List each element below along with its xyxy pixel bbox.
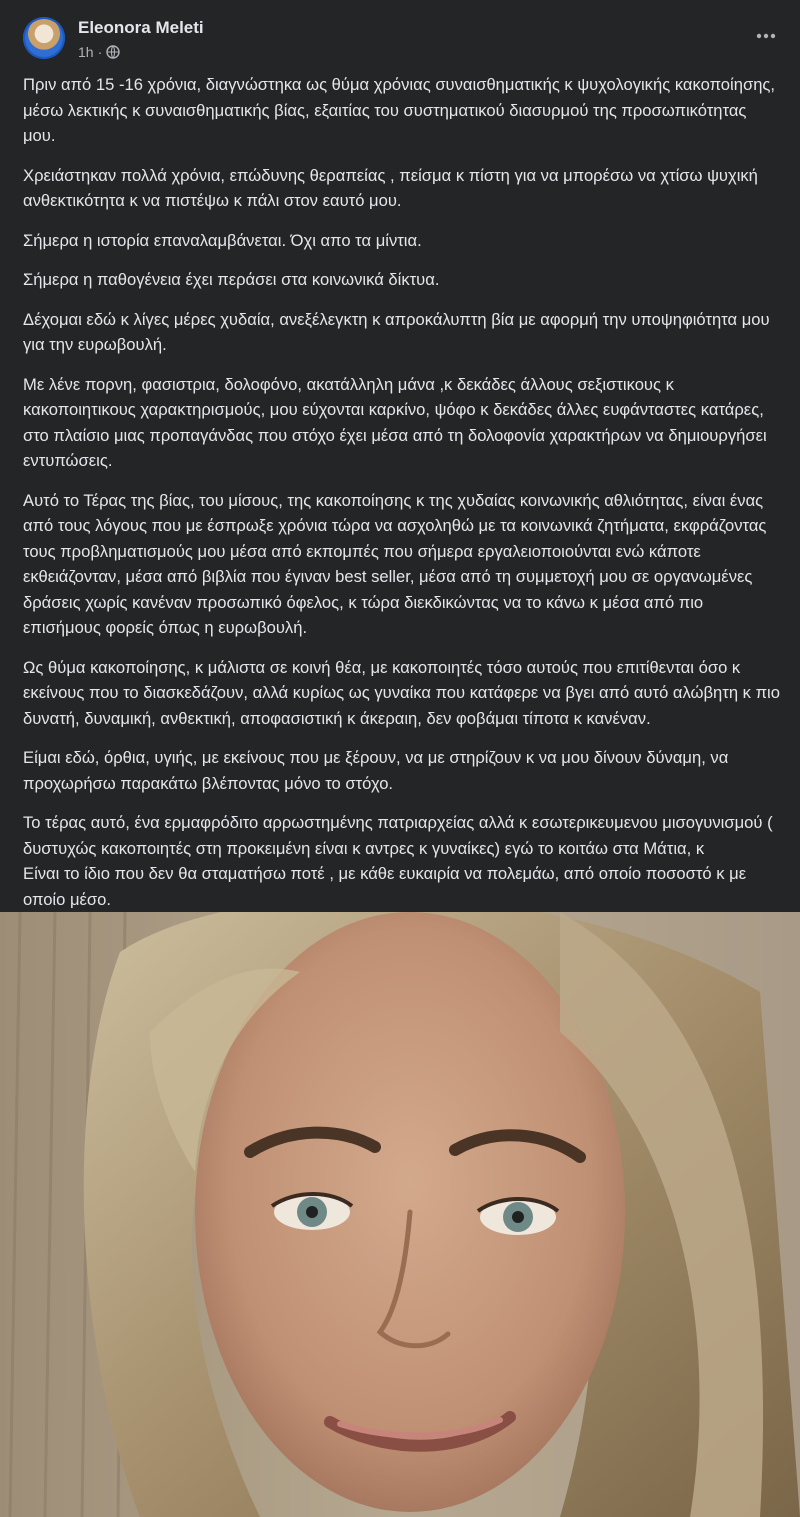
post-header — [0, 0, 800, 72]
more-options-icon[interactable] — [754, 24, 778, 48]
paragraph-10: Το τέρας αυτό, ένα ερμαφρόδιτο αρρωστημένης πατριαρχείας αλλά κ εσωτερικευμενου μισογυνισμού ( δυστυχώς κακοποιητές στη προκειμένη είναι κ αντρες κ γυναίκες) εγώ το κοιτάω στα Μάτια, κ Είναι το ίδιο που δεν θα σταματήσω ποτέ , με κάθε ευκαιρία να πολεμάω, από οποίο ποσοστό κ με οποίο μέσο. — [23, 813, 773, 909]
paragraph-2: Χρειάστηκαν πολλά χρόνια, επώδυνης θεραπείας , πείσμα κ πίστη για να μπορέσω να χτίσω ψυχική ανθεκτικότητα κ να πιστέψω κ πάλι στον εαυτό μου. — [23, 165, 758, 210]
paragraph-7: Αυτό το Τέρας της βίας, του μίσους, της κακοποίησης κ της χυδαίας κοινωνικής αθλιότητας, είναι ένας από τους λόγους που με έσπρωξε χρόνια τώρα να ασχοληθώ με τα κοινωνικά ζητήματα, εκφράζοντας τους προβληματισμούς μου μέσα από εκπομπές που σήμερα εργαλειοποιούνται ενώ κάποτε εκθειάζονταν, μέσα από βιβλία που έγιναν best seller, μέσα από τη συμμετοχή μου σε οργανωμένες δράσεις χωρίς κανέναν προσωπικό όφελος, κ τώρα διεκδικώντας να το κάνω κ μέσα από πιο επισήμους φορείς όπως η ευρωβουλή. — [23, 490, 767, 637]
post-photo[interactable] — [0, 912, 800, 1517]
paragraph-4: Σήμερα η παθογένεια έχει περάσει στα κοινωνικά δίκτυα. — [23, 270, 440, 289]
post-meta — [78, 44, 120, 60]
author-name[interactable]: Eleonora Meleti — [78, 18, 204, 37]
post-text — [23, 72, 783, 966]
selfie-image — [0, 912, 800, 1517]
paragraph-6: Με λένε πορνη, φασιστρια, δολοφόνο, ακατάλληλη μάνα ,κ δεκάδες άλλους σεξιστικους κ κακοποιητικους χαρακτηρισμούς, μου εύχονται καρκίνο, ψόφο κ δεκάδες άλλες ευφάνταστες κατάρες, στο πλαίσιο μιας προπαγάνδας που στόχο έχει μέσα από τη δολοφονία χαρακτήρων να δημιουργήσει εντυπώσεις. — [23, 374, 767, 470]
paragraph-3: Σήμερα η ιστορία επαναλαμβάνεται. Όχι απο τα μίντια. — [23, 230, 422, 250]
profile-avatar[interactable] — [23, 17, 65, 59]
paragraph-5: Δέχομαι εδώ κ λίγες μέρες χυδαία, ανεξέλεγκτη κ απροκάλυπτη βία με αφορμή την υποψηφιότητα μου για την ευρωβουλή. — [23, 309, 770, 354]
globe-icon[interactable] — [106, 45, 120, 59]
paragraph-8: Ως θύμα κακοποίησης, κ μάλιστα σε κοινή θέα, με κακοποιητές τόσο αυτούς που επιτίθενται όσο κ εκείνους που το διασκεδάζουν, αλλά κυρίως ως γυναίκα που κατάφερε να βγει από αυτό αλώβητη κ πιο δυνατή, δυναμική, ανθεκτική, αποφασιστική κ άκεραιη, δεν φοβάμαι τίποτα κ κανέναν. — [23, 657, 780, 728]
paragraph-9: Είμαι εδώ, όρθια, υγιής, με εκείνους που με ξέρουν, να με στηρίζουν κ να μου δίνουν δύναμη, να προχωρήσω παρακάτω βλέποντας μόνο το στόχο. — [23, 748, 729, 793]
post-time[interactable]: 1h — [78, 44, 94, 60]
meta-separator: · — [97, 44, 103, 60]
paragraph-1: Πριν από 15 -16 χρόνια, διαγνώστηκα ως θύμα χρόνιας συναισθηματικής κ ψυχολογικής κακοποίησης, μέσω λεκτικής κ συναισθηματικής βίας, εξαιτίας του συστηματικού διασυρμού της προσωπικότητας μου. — [23, 75, 776, 145]
